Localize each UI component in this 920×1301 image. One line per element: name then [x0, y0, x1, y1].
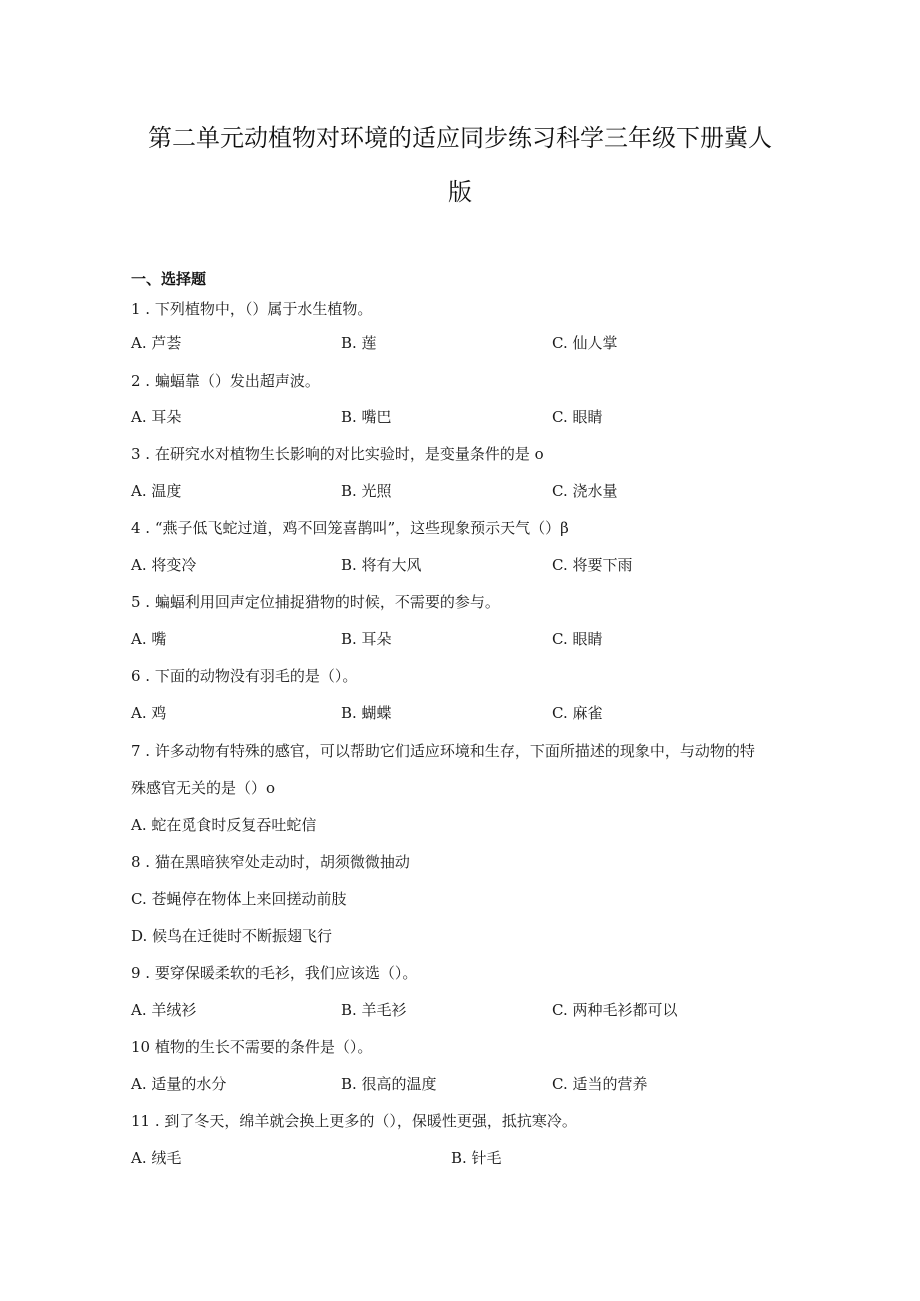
q7-option-a: A. 蛇在觅食时反复吞吐蛇信 [131, 816, 317, 834]
q4-option-a: A. 将变冷 [131, 556, 197, 574]
question-6: 6 . 下面的动物没有羽毛的是（）。 [131, 667, 358, 685]
q1-option-a: A. 芦荟 [131, 334, 182, 352]
q7-option-c: C. 苍蝇停在物体上来回搓动前肢 [131, 890, 347, 908]
q1-option-c: C. 仙人掌 [552, 334, 618, 352]
section-heading: 一、选择题 [131, 270, 207, 288]
question-4: 4 . “燕子低飞蛇过道，鸡不回笼喜鹊叫”，这些现象预示天气（）β [131, 519, 569, 537]
page-title: 第二单元动植物对环境的适应同步练习科学三年级下册冀人 [148, 124, 772, 152]
question-11: 11 . 到了冬天，绵羊就会换上更多的（），保暖性更强，抵抗寒冷。 [131, 1112, 577, 1130]
question-7-continued: 殊感官无关的是（）o [131, 779, 276, 797]
q3-option-a: A. 温度 [131, 482, 182, 500]
question-7: 7 . 许多动物有特殊的感官，可以帮助它们适应环境和生存，下面所描述的现象中，与动物的特 [131, 742, 755, 760]
question-5: 5 . 蝙蝠利用回声定位捕捉猎物的时候，不需要的参与。 [131, 593, 500, 611]
q4-option-c: C. 将要下雨 [552, 556, 633, 574]
q3-option-c: C. 浇水量 [552, 482, 618, 500]
q4-option-b: B. 将有大风 [341, 556, 422, 574]
q9-option-b: B. 羊毛衫 [341, 1001, 407, 1019]
question-2: 2 . 蝙蝠靠（）发出超声波。 [131, 372, 320, 390]
q5-option-b: B. 耳朵 [341, 630, 392, 648]
q7-option-b: 8 . 猫在黑暗狭窄处走动时，胡须微微抽动 [131, 853, 410, 871]
q7-option-d: D. 候鸟在迁徙时不断振翅飞行 [131, 927, 333, 945]
q6-option-b: B. 蝴蝶 [341, 704, 392, 722]
q11-option-a: A. 绒毛 [131, 1149, 182, 1167]
q9-option-a: A. 羊绒衫 [131, 1001, 197, 1019]
q6-option-a: A. 鸡 [131, 704, 167, 722]
q5-option-a: A. 嘴 [131, 630, 167, 648]
q6-option-c: C. 麻雀 [552, 704, 603, 722]
question-10: 10 植物的生长不需要的条件是（）。 [131, 1038, 373, 1056]
q10-option-c: C. 适当的营养 [552, 1075, 648, 1093]
q2-option-a: A. 耳朵 [131, 408, 182, 426]
question-1: 1 . 下列植物中，（）属于水生植物。 [131, 300, 373, 318]
q1-option-b: B. 莲 [341, 334, 377, 352]
question-9: 9 . 要穿保暖柔软的毛衫，我们应该选（）。 [131, 964, 418, 982]
page-title-continued: 版 [448, 178, 472, 206]
q2-option-b: B. 嘴巴 [341, 408, 392, 426]
q10-option-a: A. 适量的水分 [131, 1075, 227, 1093]
q11-option-b: B. 针毛 [451, 1149, 502, 1167]
q3-option-b: B. 光照 [341, 482, 392, 500]
q9-option-c: C. 两种毛衫都可以 [552, 1001, 678, 1019]
question-3: 3 . 在研究水对植物生长影响的对比实验时，是变量条件的是 o [131, 445, 544, 463]
q10-option-b: B. 很高的温度 [341, 1075, 437, 1093]
q5-option-c: C. 眼睛 [552, 630, 603, 648]
q2-option-c: C. 眼睛 [552, 408, 603, 426]
